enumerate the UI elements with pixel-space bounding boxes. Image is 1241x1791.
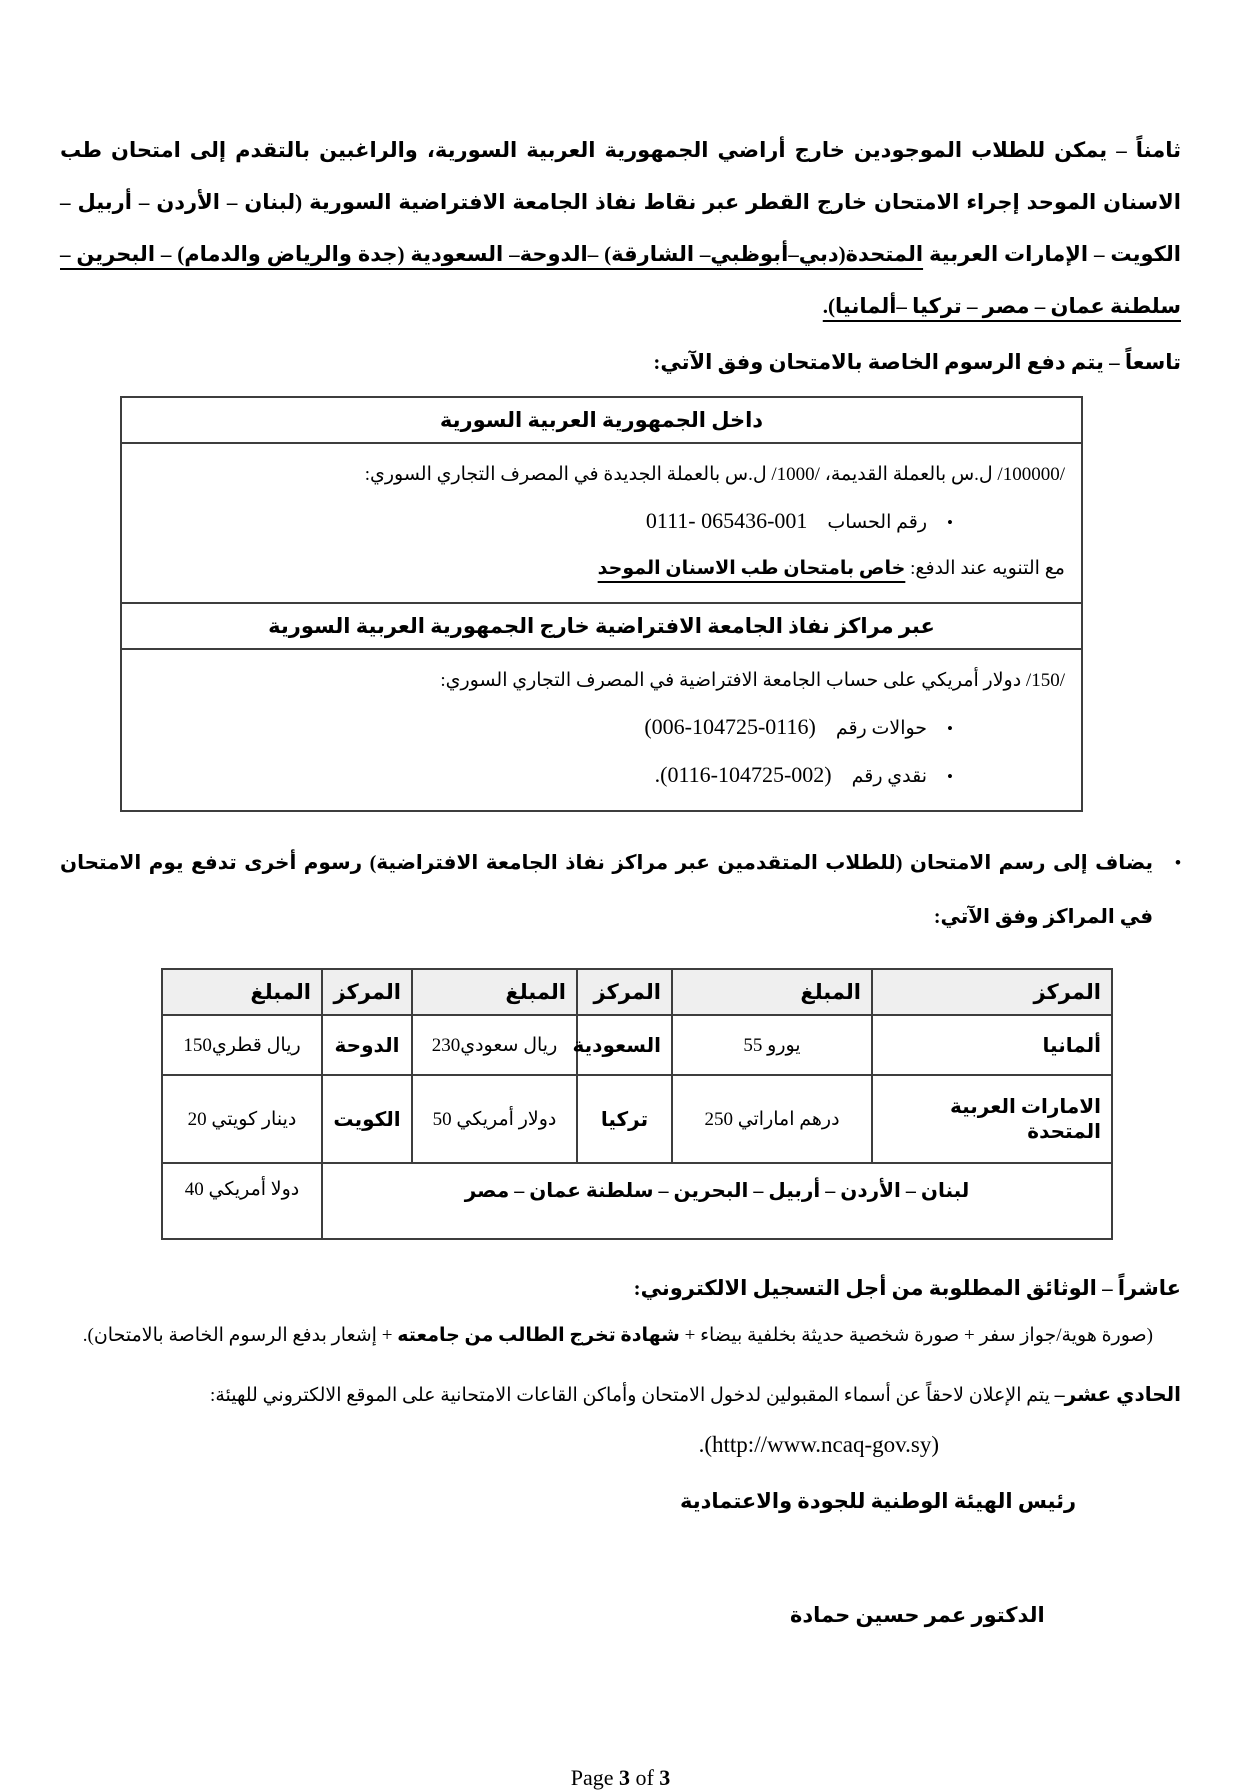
- payment-table: [120, 396, 1083, 812]
- cash-label: نقدي رقم: [851, 766, 928, 787]
- bullet-icon: •: [947, 767, 953, 786]
- center-fee: 50 دولار أمريكي: [412, 1075, 577, 1163]
- center-name: ألمانيا: [872, 1015, 1112, 1075]
- section11-text: يتم الإعلان لاحقاً عن أسماء المقبولين لدخول الامتحان وأماكن القاعات الامتحانية على الموقع الالكتروني للهيئة:: [210, 1385, 1055, 1406]
- cash-number: .(0116-104725-002): [654, 762, 832, 787]
- col-header-center: المركز: [577, 969, 672, 1015]
- center-name: السعودية: [577, 1015, 672, 1075]
- center-fee: 230ريال سعودي: [412, 1015, 577, 1075]
- col-header-amount: المبلغ: [672, 969, 872, 1015]
- payment-table-inside-cell: [121, 443, 1082, 603]
- payment-table-header-inside: داخل الجمهورية العربية السورية: [121, 397, 1082, 443]
- col-header-center: المركز: [872, 969, 1112, 1015]
- section8-underlined-text: المتحدة(دبي–أبوظبي– الشارقة) –الدوحة– السعودية (جدة والرياض والدمام) – البحرين – سلطنة عمان – مصر – تركيا –ألمانيا).: [60, 242, 1181, 318]
- signature-name: الدكتور عمر حسين حمادة: [790, 1603, 1045, 1627]
- section8-text: ثامناً – يمكن للطلاب الموجودين خارج أراضي الجمهورية العربية السورية، والراغبين بالتقدم إلى امتحان طب الاسنان الموحد إجراء الامتحان خارج القطر عبر نقاط نفاذ الجامعة الافتراضية السورية (لبنان – الأردن – أربيل – الكويت – الإمارات العربية: [60, 138, 1181, 266]
- center-fee: 150ريال قطري: [162, 1015, 322, 1075]
- footer-of-word: of: [629, 1765, 660, 1790]
- center-fee: 20 دينار كويتي: [162, 1075, 322, 1163]
- payment-note-line: [132, 546, 1065, 592]
- payment-note-label: مع التنويه عند الدفع:: [905, 558, 1065, 579]
- section9-heading: تاسعاً – يتم دفع الرسوم الخاصة بالامتحان وفق الآتي:: [653, 350, 1181, 374]
- transfer-number-line: [132, 704, 1065, 752]
- fees-merged-row: [162, 1163, 1112, 1239]
- account-number-line: [132, 498, 1065, 546]
- section10-heading: عاشراً – الوثائق المطلوبة من أجل التسجيل الالكتروني:: [633, 1276, 1181, 1300]
- section11-label: الحادي عشر–: [1054, 1384, 1181, 1406]
- center-name: تركيا: [577, 1075, 672, 1163]
- docs-bold: شهادة تخرج الطالب من جامعته: [397, 1325, 680, 1346]
- website-line: [60, 1424, 1181, 1469]
- merged-centers: لبنان – الأردن – أربيل – البحرين – سلطنة عمان – مصر: [322, 1163, 1112, 1239]
- docs-suffix: + إشعار بدفع الرسوم الخاصة بالامتحان).: [82, 1325, 398, 1346]
- payment-table-outside-cell: [121, 649, 1082, 811]
- bullet-icon: •: [947, 513, 953, 532]
- inside-fee-line: /100000/ ل.س بالعملة القديمة، /1000/ ل.س بالعملة الجديدة في المصرف التجاري السوري:: [364, 464, 1065, 485]
- fees-header-row: [162, 969, 1112, 1015]
- transfer-label: حوالات رقم: [835, 718, 928, 739]
- fees-row: [162, 1015, 1112, 1075]
- required-documents-line: [60, 1308, 1181, 1363]
- section11-paragraph: [60, 1369, 1181, 1422]
- col-header-center: المركز: [322, 969, 412, 1015]
- center-name: الكويت: [322, 1075, 412, 1163]
- col-header-amount: المبلغ: [412, 969, 577, 1015]
- account-number: 0111- 065436-001: [645, 508, 808, 533]
- payment-note-bold: خاص بامتحان طب الاسنان الموحد: [597, 558, 906, 579]
- center-fee: 55 يورو: [672, 1015, 872, 1075]
- footer-page-number: 3: [618, 1765, 630, 1790]
- cash-number-line: [132, 752, 1065, 800]
- account-label: رقم الحساب: [827, 512, 928, 533]
- signature-title: رئيس الهيئة الوطنية للجودة والاعتمادية: [680, 1489, 1077, 1513]
- transfer-number: (006-104725-0116): [644, 714, 816, 739]
- footer-page-word: Page: [570, 1765, 619, 1790]
- section8-paragraph: [60, 124, 1181, 332]
- center-name: الامارات العربية المتحدة: [872, 1075, 1112, 1163]
- col-header-amount: المبلغ: [162, 969, 322, 1015]
- payment-table-header-outside: عبر مراكز نفاذ الجامعة الافتراضية خارج الجمهورية العربية السورية: [121, 603, 1082, 649]
- page-footer: [60, 1765, 1181, 1791]
- docs-prefix: (صورة هوية/جواز سفر + صورة شخصية حديثة بخلفية بيضاء +: [679, 1325, 1153, 1346]
- fees-row: [162, 1075, 1112, 1163]
- center-fee: 250 درهم اماراتي: [672, 1075, 872, 1163]
- extra-fee-text: يضاف إلى رسم الامتحان (للطلاب المتقدمين عبر مراكز نفاذ الجامعة الافتراضية) رسوم أخرى تدفع يوم الامتحان في المراكز وفق الآتي:: [60, 852, 1154, 928]
- bullet-icon: •: [947, 719, 953, 738]
- center-fee: 40 دولا أمريكي: [162, 1163, 322, 1239]
- outside-fee-line: /150/ دولار أمريكي على حساب الجامعة الافتراضية في المصرف التجاري السوري:: [440, 670, 1065, 691]
- footer-total-number: 3: [659, 1765, 671, 1790]
- bullet-icon: •: [1175, 853, 1181, 872]
- website-url: .(http://www.ncaq-gov.sy): [698, 1432, 939, 1457]
- center-fees-table: [161, 968, 1113, 1240]
- extra-fee-note: [60, 836, 1181, 944]
- center-name: الدوحة: [322, 1015, 412, 1075]
